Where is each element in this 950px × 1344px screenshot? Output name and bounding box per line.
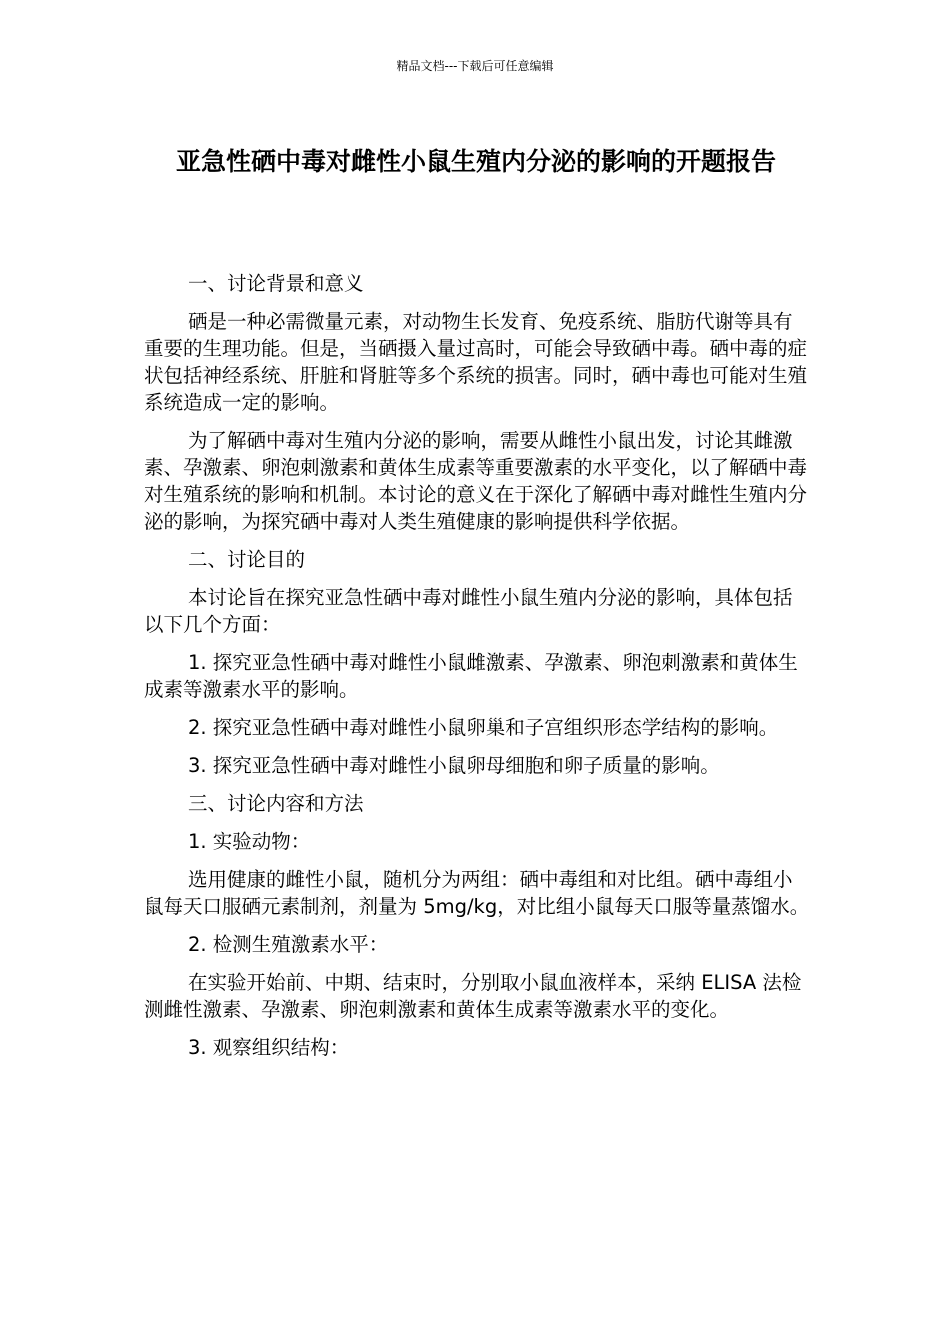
page-header-note: 精品文档---下载后可任意编辑 xyxy=(396,59,554,73)
subheading-hormone-detection: 2. 检测生殖激素水平： xyxy=(188,933,389,956)
section-heading-background: 一、讨论背景和意义 xyxy=(188,272,364,295)
paragraph-hormone-detection: 在实验开始前、中期、结束时，分别取小鼠血液样本，采纳 ELISA 法检测雌性激素、孕激素、卵泡刺激素和黄体生成素等激素水平的变化。 xyxy=(144,971,802,1021)
section-heading-methods: 三、讨论内容和方法 xyxy=(188,792,364,815)
list-item-purpose-2: 2. 探究亚急性硒中毒对雌性小鼠卵巢和子宫组织形态学结构的影响。 xyxy=(188,716,779,739)
paragraph-purpose-intro: 本讨论旨在探究亚急性硒中毒对雌性小鼠生殖内分泌的影响，具体包括以下几个方面： xyxy=(144,586,793,636)
subheading-tissue-observation: 3. 观察组织结构： xyxy=(188,1036,350,1059)
paragraph-selenium-intro: 硒是一种必需微量元素，对动物生长发育、免疫系统、脂肪代谢等具有重要的生理功能。但是，当硒摄入量过高时，可能会导致硒中毒。硒中毒的症状包括神经系统、肝脏和肾脏等多个系统的损害。同时，硒中毒也可能对生殖系统造成一定的影响。 xyxy=(144,310,808,414)
list-item-purpose-1: 1. 探究亚急性硒中毒对雌性小鼠雌激素、孕激素、卵泡刺激素和黄体生成素等激素水平的影响。 xyxy=(144,651,798,701)
document-title: 亚急性硒中毒对雌性小鼠生殖内分泌的影响的开题报告 xyxy=(175,147,776,176)
subheading-animals: 1. 实验动物： xyxy=(188,830,311,853)
document-body xyxy=(144,270,810,1072)
list-item-purpose-3: 3. 探究亚急性硒中毒对雌性小鼠卵母细胞和卵子质量的影响。 xyxy=(188,754,720,777)
section-heading-purpose: 二、讨论目的 xyxy=(188,548,306,571)
paragraph-animals: 选用健康的雌性小鼠，随机分为两组：硒中毒组和对比组。硒中毒组小鼠每天口服硒元素制剂，剂量为 5mg/kg，对比组小鼠每天口服等量蒸馏水。 xyxy=(144,868,810,918)
paragraph-research-significance: 为了解硒中毒对生殖内分泌的影响，需要从雌性小鼠出发，讨论其雌激素、孕激素、卵泡刺激素和黄体生成素等重要激素的水平变化，以了解硒中毒对生殖系统的影响和机制。本讨论的意义在于深化了解硒中毒对雌性生殖内分泌的影响，为探究硒中毒对人类生殖健康的影响提供科学依据。 xyxy=(144,429,808,533)
